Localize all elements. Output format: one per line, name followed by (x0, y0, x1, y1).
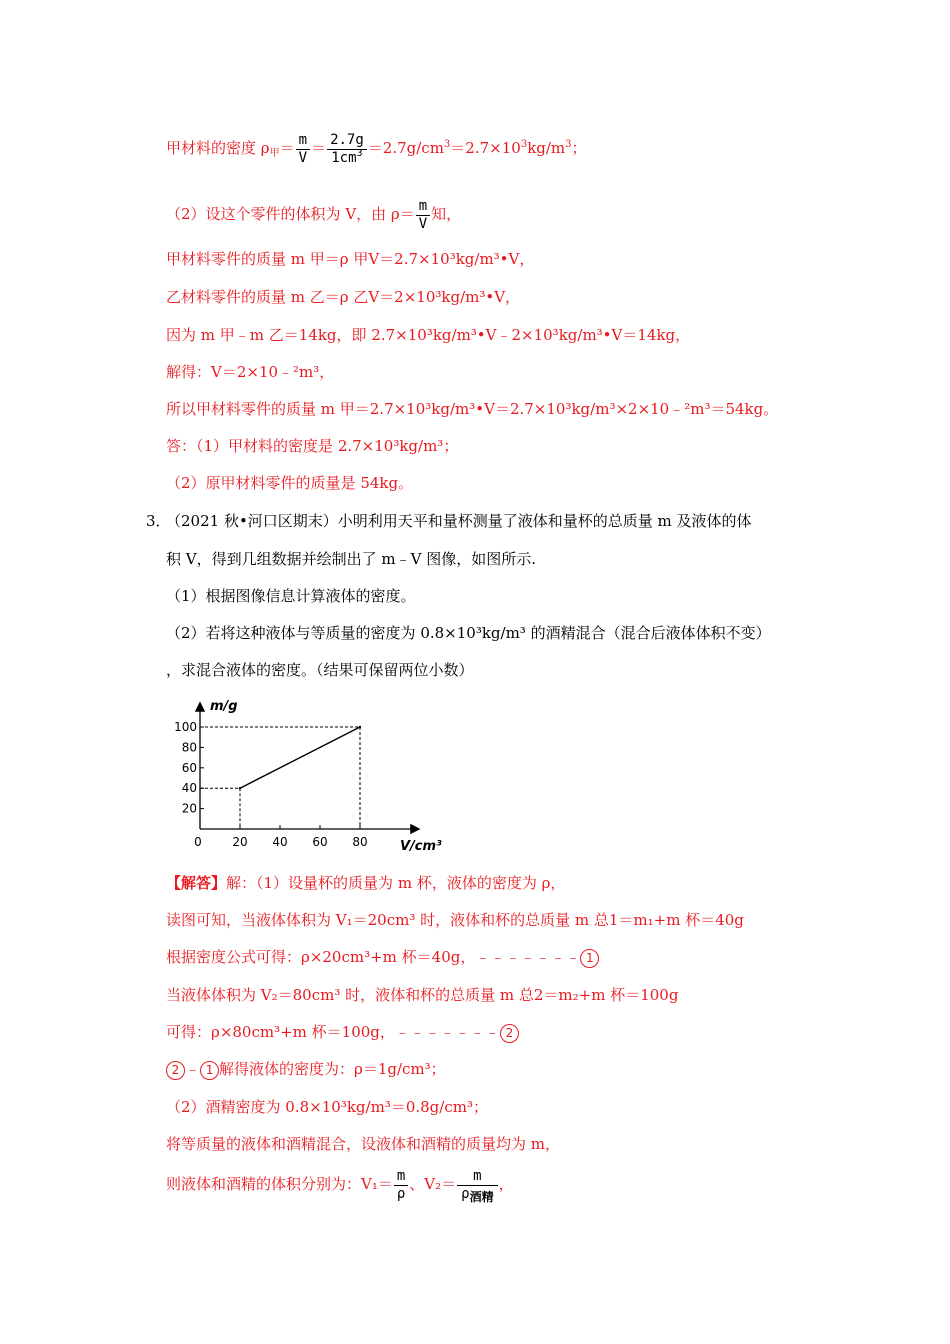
x-tick-label: 20 (232, 835, 248, 849)
y-tick-label: 60 (181, 760, 197, 775)
mv-chart (172, 692, 442, 862)
fraction-m-over-rho (394, 1168, 408, 1203)
text-seg: kg/m (527, 139, 566, 157)
text-seg: 解得液体的密度为：ρ＝1g/cm³； (219, 1060, 446, 1078)
volume-setup-line (166, 196, 461, 233)
text-seg: ； (571, 139, 587, 157)
answer-tag: 【解答】 (166, 874, 227, 892)
text-seg: ＝2.7g/cm (367, 139, 444, 157)
text-seg: ﹣ (185, 1060, 201, 1078)
answer-intro-line (166, 873, 565, 893)
answer-2-line: （2）原甲材料零件的质量是 54kg。 (166, 474, 414, 492)
text-seg: 根据密度公式可得：ρ×20cm³+m 杯＝40g，﹣﹣﹣﹣﹣﹣﹣ (166, 948, 581, 966)
fraction-m-over-v (416, 198, 430, 233)
text-seg: ρ (461, 1185, 470, 1202)
mass-result-line: 所以甲材料零件的质量 m 甲＝2.7×10³kg/m³•V＝2.7×10³kg/m³×2×10﹣²m³＝54kg。 (166, 400, 779, 418)
circled-number: 2 (500, 1024, 519, 1043)
superscript: 3 (443, 139, 451, 150)
fraction-denominator (458, 1186, 496, 1203)
solve-v-line: 解得：V＝2×10﹣²m³， (166, 363, 335, 381)
fraction-value (327, 132, 367, 167)
fraction-denominator: V (418, 215, 428, 232)
mass-a-line: 甲材料零件的质量 m 甲＝ρ 甲V＝2.7×10³kg/m³•V， (166, 250, 535, 268)
superscript: 3 (565, 139, 572, 150)
fraction-numerator: m (416, 198, 430, 216)
guide-lines (200, 727, 360, 829)
data-point (239, 787, 241, 789)
superscript: 3 (520, 139, 528, 150)
text-seg: ， (498, 1175, 514, 1193)
subscript: 酒精 (469, 1189, 494, 1204)
text-seg: ＝ (311, 139, 327, 157)
x-axis-label: V/cm³ (400, 839, 442, 854)
read-graph-line: 读图可知，当液体体积为 V₁＝20cm³ 时，液体和杯的总质量 m 总1＝m₁+m 杯＝40g (166, 911, 744, 929)
alcohol-density-line: （2）酒精密度为 0.8×10³kg/m³＝0.8g/cm³； (166, 1098, 488, 1116)
x-tick-label: 60 (312, 835, 328, 849)
text-seg: 1cm (331, 149, 357, 166)
density-line-a (166, 128, 587, 168)
data-point (359, 726, 361, 728)
mass-b-line: 乙材料零件的质量 m 乙＝ρ 乙V＝2×10³kg/m³•V， (166, 288, 521, 306)
series-line (240, 727, 360, 788)
y-tick-label: 20 (181, 801, 197, 816)
mix-setup-line: 将等质量的液体和酒精混合，设液体和酒精的质量均为 m， (166, 1135, 560, 1153)
circled-number: 1 (580, 949, 599, 968)
question-text-line: （2021 秋•河口区期末）小明利用天平和量杯测量了液体和量杯的总质量 m 及液体的体 (166, 512, 752, 530)
circled-number: 1 (200, 1061, 219, 1080)
y-tick-label: 40 (181, 781, 197, 796)
fraction-denominator (328, 147, 365, 167)
answer-1-line: 答：（1）甲材料的密度是 2.7×10³kg/m³； (166, 437, 459, 455)
text-seg: 知， (431, 205, 462, 223)
fraction-denominator: V (298, 149, 308, 166)
x-tick-label: 40 (272, 835, 288, 849)
text-seg: ＝ (279, 139, 295, 157)
equation-2-line (166, 1022, 519, 1043)
fraction-m-over-rho-alcohol (457, 1168, 497, 1203)
question-text-line: 积 V，得到几组数据并绘制出了 m﹣V 图像，如图所示. (166, 550, 536, 568)
superscript: 3 (356, 147, 363, 159)
fraction-numerator: m (394, 1168, 408, 1186)
text-seg: （2）设这个零件的体积为 V，由 ρ＝ (166, 205, 415, 223)
fraction-m-over-v (296, 132, 310, 167)
y-axis-label: m/g (210, 699, 238, 714)
question-part-1: （1）根据图像信息计算液体的密度。 (166, 587, 416, 605)
y-tick-label: 80 (181, 740, 197, 755)
fraction-numerator: m (457, 1168, 497, 1186)
text-seg: ＝2.7×10 (450, 139, 521, 157)
equation-1-line (166, 947, 599, 968)
text-seg: 解：（1）设量杯的质量为 m 杯，液体的密度为 ρ， (226, 874, 566, 892)
text-seg: 、V₂＝ (409, 1175, 457, 1193)
text-seg: 甲材料的密度 ρ (166, 139, 270, 157)
x-tick-label: 0 (194, 835, 202, 849)
series (239, 726, 361, 790)
question-part-2-cont: ，求混合液体的密度。（结果可保留两位小数） (166, 661, 474, 679)
difference-line: 因为 m 甲﹣m 乙＝14kg，即 2.7×10³kg/m³•V﹣2×10³kg/m³•V＝14kg， (166, 326, 691, 344)
fraction-denominator: ρ (396, 1185, 406, 1202)
circled-number: 2 (166, 1061, 185, 1080)
read-graph-line-2: 当液体体积为 V₂＝80cm³ 时，液体和杯的总质量 m 总2＝m₂+m 杯＝100g (166, 986, 679, 1004)
text-seg: 则液体和酒精的体积分别为：V₁＝ (166, 1175, 393, 1193)
text-seg: 可得：ρ×80cm³+m 杯＝100g，﹣﹣﹣﹣﹣﹣﹣ (166, 1023, 500, 1041)
fraction-numerator: m (296, 132, 310, 150)
y-tick-label: 100 (174, 720, 197, 734)
subscript: 甲 (269, 148, 280, 159)
x-tick-label: 80 (352, 835, 368, 849)
question-part-2: （2）若将这种液体与等质量的密度为 0.8×10³kg/m³ 的酒精混合（混合后液体体积不变） (166, 624, 771, 642)
question-number: 3． (146, 512, 171, 530)
density-result-line (166, 1059, 446, 1080)
volume-formula-line (166, 1162, 514, 1206)
fraction-numerator: 2.7g (327, 132, 367, 150)
